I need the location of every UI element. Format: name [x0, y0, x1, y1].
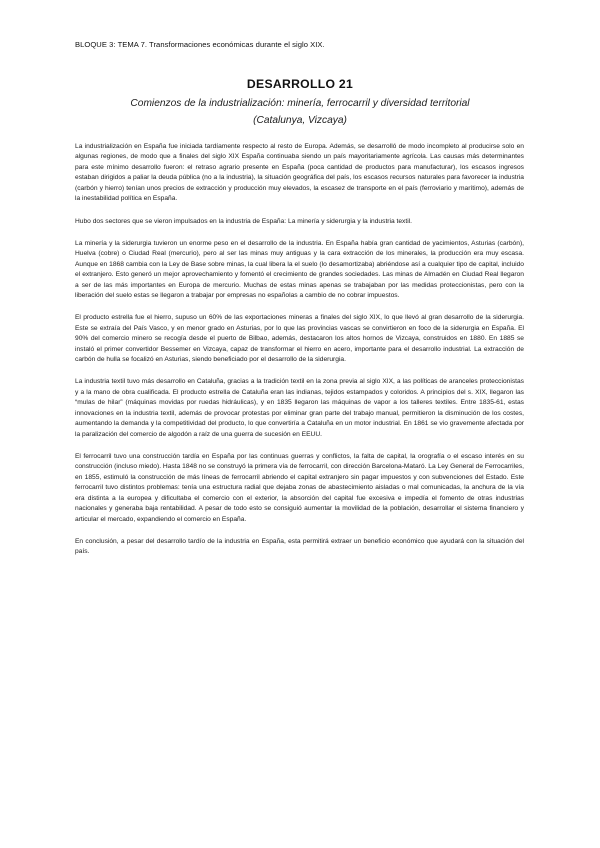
paragraph-mining: La minería y la siderurgia tuvieron un enorme peso en el desarrollo de la industria. En España había gran cantidad de yacimientos, Asturias (carbón), Huelva (cobre) o Ciudad Real (mercurio), pero al ser las minas muy antiguas y la cara extracción de los minerales, la producción era muy escasa. Aunque en 1868 cambia con la Ley de Base sobre minas, la cual libera la el suelo (lo desamortizaba) abriéndose así a cualquier tipo de capital, incluido el extranjero. Esto generó un mejor aprovechamiento y fomentó el crecimiento de grandes sociedades. Las minas de Almadén en Ciudad Real llegaron a ser de las más importantes en Europa de mercurio. Muchas de estas minas apenas se trabajaban por las medidas proteccionistas, pero con la liberación del suelo estas se llegaron a trabajar por empresas no españolas a cambio de no cobrar impuestos. — [75, 239, 524, 300]
paragraph-railway: El ferrocarril tuvo una construcción tardía en España por las continuas guerras y conflictos, la falta de capital, la orografía o el escaso interés en su construcción (incluso miedo). Hasta 1848 no se construyó la primera vía de ferrocarril, con dirección Barcelona-Mataró. La Ley General de Ferrocarriles, en 1855, estimuló la construcción de más líneas de ferrocarril abriendo el capital extranjero sin pagar impuestos y con subvenciones del Estado. Este ferrocarril tuvo distintos problemas: tenía una estructura radial que dejaba zonas de abastecimiento aisladas o mal comunicadas, la anchura de la vía era distinta a la europea y dificultaba el comercio con el exterior, la absorción del capital fue excesiva e impedía el fomento de otras industrias nacionales y generaba baja rentabilidad. A pesar de todo esto se consiguió aumentar la movilidad de la población, desarrollar el sistema financiero y articular el mercado, expandiendo el comercio en España. — [75, 452, 524, 523]
paragraph-sectors: Hubo dos sectores que se vieron impulsados en la industria de España: La minería y siderurgia y la industria textil. — [75, 217, 413, 225]
subtitle-line: Comienzos de la industrialización: minería, ferrocarril y diversidad territorial — [130, 98, 470, 109]
subtitle-line: (Catalunya, Vizcaya) — [253, 115, 347, 126]
page-header: BLOQUE 3: TEMA 7. Transformaciones económicas durante el siglo XIX. — [75, 40, 325, 49]
document-body — [75, 142, 524, 570]
document-subtitle — [60, 95, 540, 129]
paragraph-intro: La industrialización en España fue iniciada tardíamente respecto al resto de Europa. Además, se desarrolló de modo incompleto al producirse solo en algunas regiones, de modo que a finales del siglo XIX España continuaba siendo un país mayoritariamente agrícola. Las causas más determinantes para este mínimo desarrollo fueron: el retraso agrario presente en España (poca cantidad de productos para manufacturar), los escasos ingresos estaban dirigidos a paliar la deuda pública (no a la industria), la situación geográfica del país, los escasos recursos naturales para favorecer la industria (carbón y hierro) tenían unos precios de extracción y producción muy elevados, la escasez de transporte en el país (ferroviario y marítimo), además de la inestabilidad política en España. — [75, 143, 524, 203]
paragraph-conclusion: En conclusión, a pesar del desarrollo tardío de la industria en España, esta permitirá extraer un beneficio económico que ayudará con la situación del país. — [75, 537, 524, 556]
paragraph-textile: La industria textil tuvo más desarrollo en Cataluña, gracias a la tradición textil en la zona previa al siglo XIX, a las políticas de aranceles proteccionistas y a la mano de obra cualificada. El producto estrella de Cataluña eran las indianas, tejidos estampados y coloridos. A principios del s. XIX, llegaron las “mulas de hilar” (máquinas movidas por ruedas hidráulicas), y en 1835 llegaron las máquinas de vapor a los talleres textiles. Entre 1835-61, estas innovaciones en la industria textil, además de provocar protestas por eliminar gran parte del trabajo manual, permitieron la disminución de los costes, aumentando la demanda y la competitividad del producto, lo que convertiría a Cataluña en un motor industrial. En 1861 se vio gravemente afectada por la paralización del comercio de algodón a raíz de una guerra de sucesión en EEUU. — [75, 378, 524, 438]
paragraph-iron: El producto estrella fue el hierro, supuso un 60% de las exportaciones mineras a finales del siglo XIX, lo que llevó al gran desarrollo de la siderurgia. Este se extraía del País Vasco, y en menor grado en Asturias, por lo que las provincias vascas se convirtieron en foco de la siderurgia en España. El 90% del comercio minero se recogía desde el puerto de Bilbao, además, destacaron los altos hornos de Vizcaya, construidos en 1880. En 1885 se instaló el primer convertidor Bessemer en Vizcaya, capaz de transformar el hierro en acero, importante para el desarrollo industrial. La extracción de carbón de hulla se focalizó en Asturias, siendo beneficiado por el desarrollo de la siderurgia. — [75, 314, 524, 364]
document-title: DESARROLLO 21 — [246, 77, 354, 91]
